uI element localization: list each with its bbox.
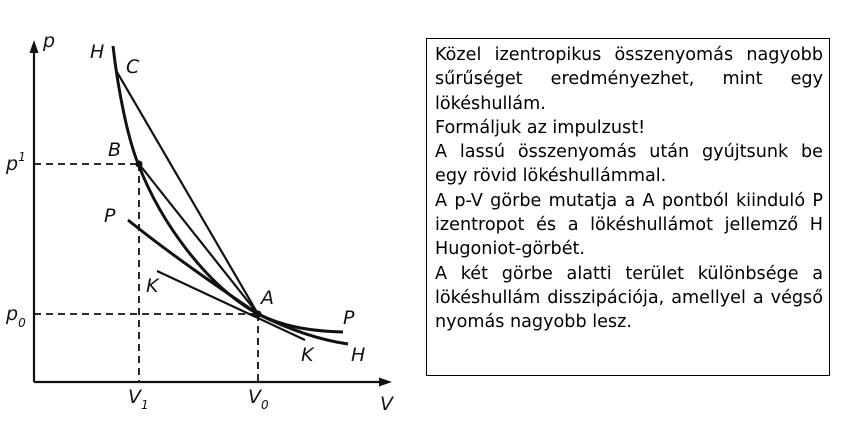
label-a: A bbox=[261, 287, 274, 309]
label-h-top: H bbox=[90, 41, 105, 63]
y-axis-arrow bbox=[30, 40, 39, 53]
tick-label-p0: $p_0$ bbox=[6, 303, 26, 330]
hugoniot-curve-h bbox=[113, 46, 348, 344]
x-axis-label: V bbox=[380, 393, 393, 415]
explanation-text-box bbox=[426, 38, 830, 376]
label-k-left: K bbox=[146, 275, 159, 297]
paragraph-4: A p-V görbe mutatja a A pontból kiinduló P izentropot és a lökéshullámot jellemző H Hugoniot-görbét. bbox=[435, 190, 823, 260]
y-axis-label: p bbox=[43, 30, 56, 52]
paragraph-2: Formáljuk az impulzust! bbox=[435, 117, 646, 138]
label-b: B bbox=[108, 139, 122, 161]
label-p-left: P bbox=[104, 205, 116, 227]
tick-label-p1: $p^1$ bbox=[6, 150, 26, 175]
tick-label-v1: $V_1$ bbox=[128, 386, 149, 412]
label-p-right: P bbox=[343, 307, 355, 329]
label-c: C bbox=[126, 56, 140, 78]
paragraph-5: A két görbe alatti terület különbsége a lökéshullám disszipációja, amellyel a végső nyomás nagyobb lesz. bbox=[435, 263, 823, 333]
paragraph-3: A lassú összenyomás után gyújtsunk be egy rövid lökéshullámmal. bbox=[435, 142, 823, 187]
paragraph-1: Közel izentropikus összenyomás nagyobb sűrűséget eredményezhet, mint egy lökéshullám. bbox=[435, 45, 823, 114]
point-b-dot bbox=[136, 161, 143, 168]
tick-label-v0: $V_0$ bbox=[248, 386, 269, 412]
p-v-diagram bbox=[0, 0, 420, 430]
label-k-right: K bbox=[301, 344, 314, 366]
label-h-right: H bbox=[351, 344, 366, 366]
point-a-dot bbox=[255, 311, 262, 318]
x-axis-arrow bbox=[379, 378, 392, 387]
